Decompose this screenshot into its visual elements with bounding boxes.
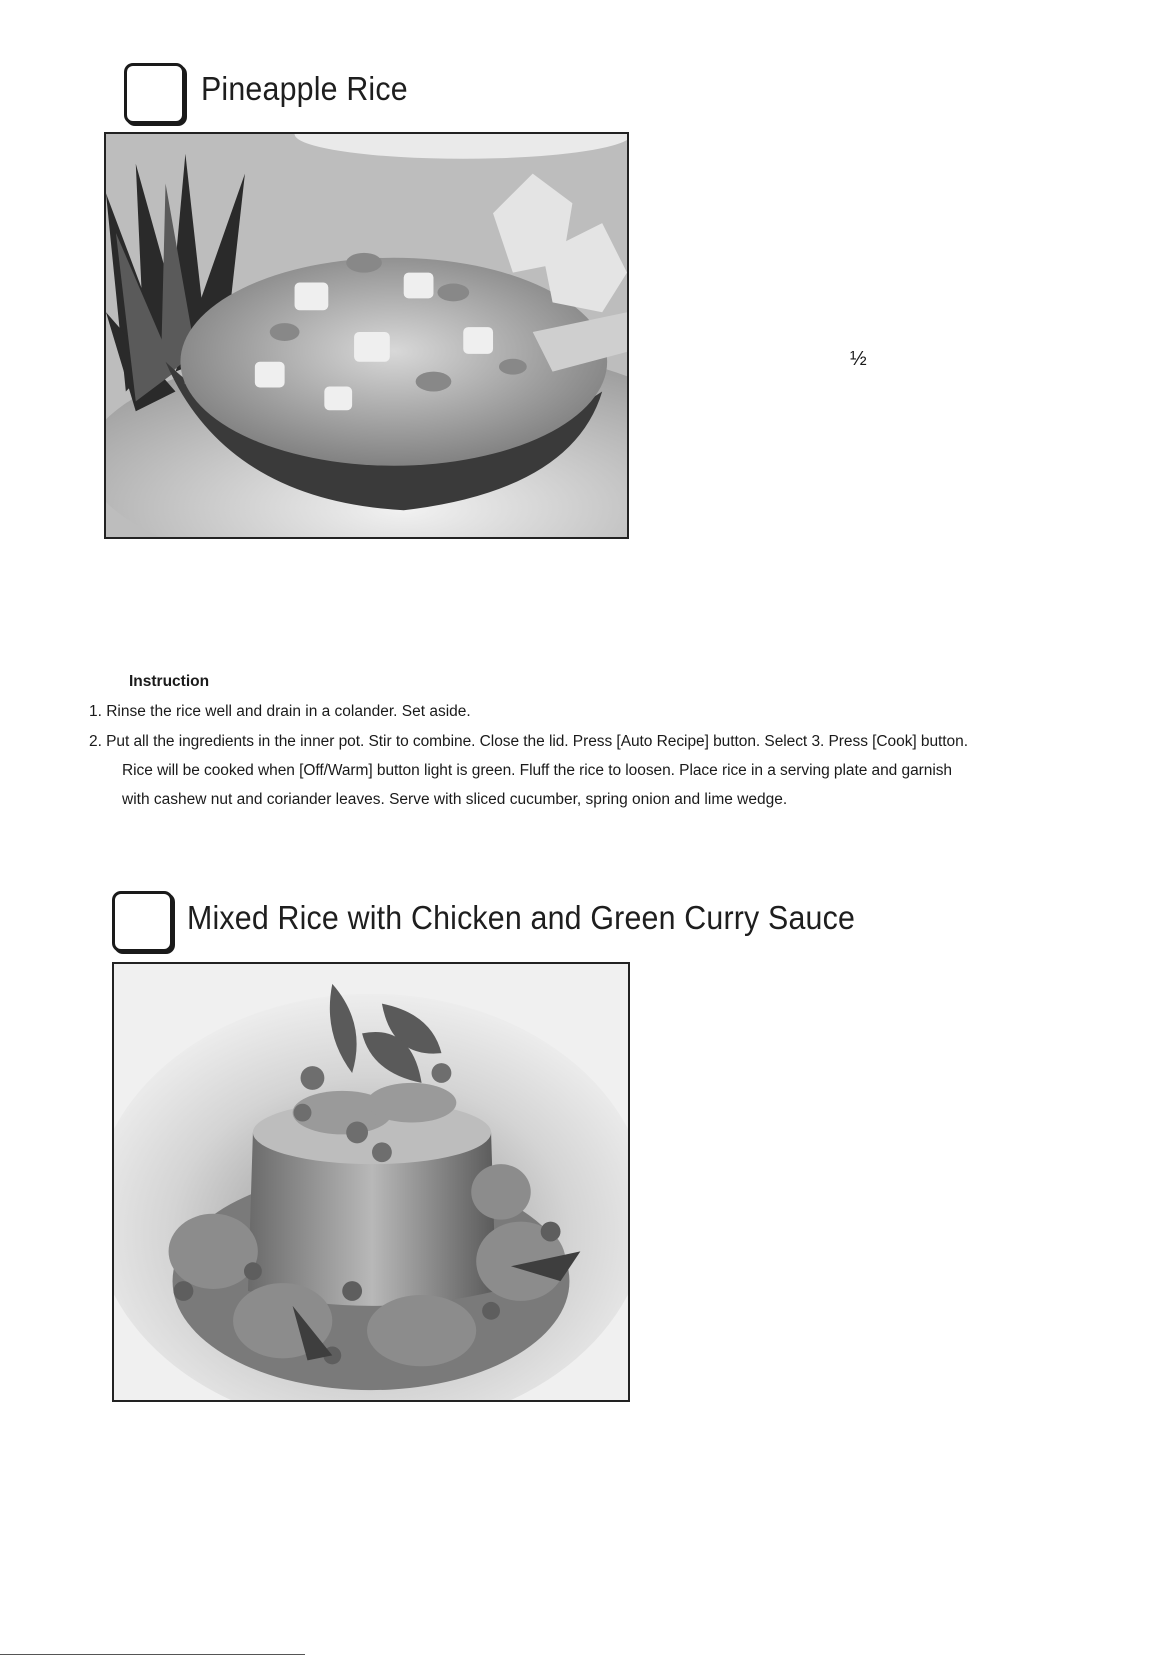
pineapple-rice-photo [104, 132, 629, 539]
instruction-line: with cashew nut and coriander leaves. Serve with sliced cucumber, spring onion and lime wedge. [122, 791, 788, 808]
instruction-heading: Instruction [129, 673, 210, 690]
instruction-line: 1. Rinse the rice well and drain in a colander. Set aside. [89, 703, 471, 720]
instruction-line: Rice will be cooked when [Off/Warm] button light is green. Fluff the rice to loosen. Place rice in a serving plate and garnish [122, 762, 952, 779]
recipe-number-box [124, 63, 185, 124]
ingredient-fraction: ½ [850, 348, 867, 370]
recipe-title: Mixed Rice with Chicken and Green Curry Sauce [187, 899, 856, 936]
green-curry-illustration [114, 964, 628, 1400]
recipe-number-box [112, 891, 173, 952]
recipe-title: Pineapple Rice [201, 70, 408, 107]
instruction-line: 2. Put all the ingredients in the inner pot. Stir to combine. Close the lid. Press [Auto Recipe] button. Select 3. Press [Cook] button. [89, 733, 968, 750]
green-curry-rice-photo [112, 962, 630, 1402]
pineapple-rice-illustration [106, 134, 627, 537]
footer-rule [0, 1654, 305, 1655]
